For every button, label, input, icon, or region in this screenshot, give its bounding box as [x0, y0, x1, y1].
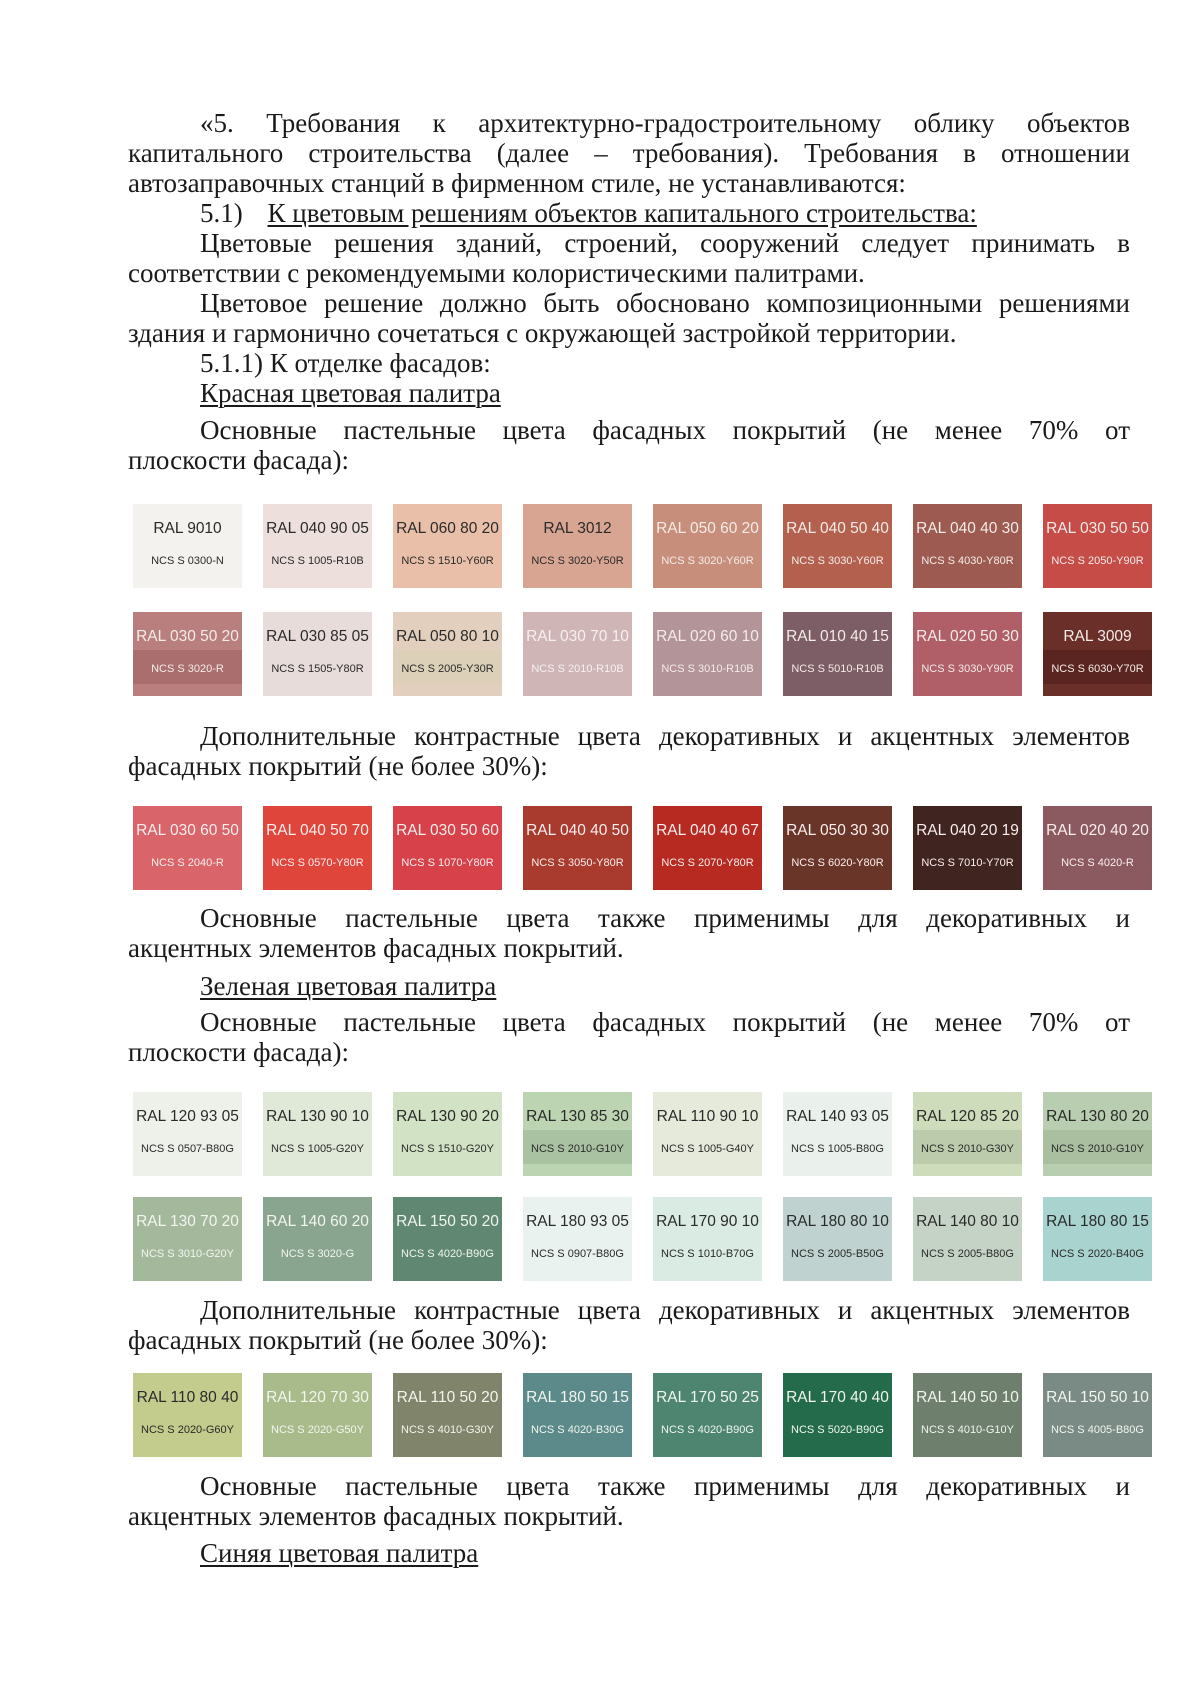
color-swatch: [1043, 504, 1152, 588]
ncs-code: NCS S 3020-Y60R: [661, 555, 754, 567]
swatch-row-green-main-1: [133, 1092, 1151, 1176]
swatch-row-green-accent: [133, 1373, 1151, 1457]
ncs-code: NCS S 1510-Y60R: [401, 555, 494, 567]
color-swatch: [913, 612, 1022, 696]
ral-code: RAL 140 50 10: [916, 1389, 1019, 1406]
ral-code: RAL 140 60 20: [266, 1213, 369, 1230]
ncs-code: NCS S 2050-Y90R: [1051, 555, 1144, 567]
color-swatch: [1043, 1197, 1152, 1281]
color-swatch: [783, 1197, 892, 1281]
color-swatch: [783, 806, 892, 890]
paragraph-line: [128, 750, 1130, 782]
paragraph-line: [128, 1470, 1130, 1502]
ral-code: RAL 030 50 50: [1046, 520, 1149, 537]
paragraph-line: [128, 1324, 1130, 1356]
ncs-code: NCS S 2005-B80G: [921, 1248, 1014, 1260]
text: плоскости фасада):: [128, 445, 349, 475]
ncs-code: NCS S 4010-G10Y: [921, 1424, 1014, 1436]
ral-code: RAL 030 85 05: [266, 628, 369, 645]
ncs-code: NCS S 3050-Y80R: [531, 857, 624, 869]
ral-code: RAL 170 40 40: [786, 1389, 889, 1406]
color-swatch: [913, 1373, 1022, 1457]
ncs-code: NCS S 3010-G20Y: [141, 1248, 234, 1260]
color-swatch: [263, 806, 372, 890]
color-swatch: [263, 1373, 372, 1457]
color-swatch: [523, 504, 632, 588]
ral-code: RAL 110 50 20: [396, 1389, 499, 1406]
paragraph-line: [128, 167, 1130, 199]
ncs-code: NCS S 1005-B80G: [791, 1143, 884, 1155]
ncs-code: NCS S 1510-G20Y: [401, 1143, 494, 1155]
ral-code: RAL 040 90 05: [266, 520, 369, 537]
ral-code: RAL 050 80 10: [396, 628, 499, 645]
ncs-code: NCS S 2010-G10Y: [1051, 1143, 1144, 1155]
color-swatch: [133, 806, 242, 890]
ral-code: RAL 130 70 20: [136, 1213, 239, 1230]
color-swatch: [913, 1197, 1022, 1281]
color-swatch: [913, 806, 1022, 890]
color-swatch: [1043, 1092, 1152, 1176]
ncs-code: NCS S 0507-B80G: [141, 1143, 234, 1155]
ral-code: RAL 180 80 10: [786, 1213, 889, 1230]
color-swatch: [263, 612, 372, 696]
ral-code: RAL 180 80 15: [1046, 1213, 1149, 1230]
text: акцентных элементов фасадных покрытий.: [128, 933, 624, 963]
text: фасадных покрытий (не более 30%):: [128, 1325, 548, 1355]
ncs-code: NCS S 6030-Y70R: [1051, 663, 1144, 675]
ncs-code: NCS S 3020-G: [280, 1248, 355, 1260]
paragraph-line: [128, 1036, 1130, 1068]
ral-code: RAL 040 40 30: [916, 520, 1019, 537]
ral-code: RAL 3009: [1063, 628, 1132, 645]
ral-code: RAL 130 85 30: [526, 1108, 629, 1125]
paragraph-line: [128, 227, 1130, 259]
ral-code: RAL 030 50 20: [136, 628, 239, 645]
ncs-code: NCS S 1070-Y80R: [401, 857, 494, 869]
swatch-row-red-main-2: [133, 612, 1151, 696]
text: Красная цветовая палитра: [200, 378, 501, 408]
ral-code: RAL 110 80 40: [136, 1389, 239, 1406]
color-swatch: [653, 1373, 762, 1457]
color-swatch: [263, 504, 372, 588]
color-swatch: [913, 504, 1022, 588]
ncs-code: NCS S 1505-Y80R: [271, 663, 364, 675]
color-swatch: [393, 1197, 502, 1281]
paragraph-line: [128, 107, 1130, 139]
color-swatch: [783, 1373, 892, 1457]
ncs-code: NCS S 2040-R: [151, 857, 224, 869]
ral-code: RAL 130 80 20: [1046, 1108, 1149, 1125]
text: плоскости фасада):: [128, 1037, 349, 1067]
ral-code: RAL 030 50 60: [396, 822, 499, 839]
ncs-code: NCS S 1010-B70G: [661, 1248, 754, 1260]
ncs-code: NCS S 4020-B30G: [531, 1424, 624, 1436]
ral-code: RAL 020 40 20: [1046, 822, 1149, 839]
paragraph-line: [128, 1006, 1130, 1038]
text: капитального строительства (далее – требования). Требования в отношении: [128, 138, 1130, 168]
text: Основные пастельные цвета фасадных покрытий (не менее 70% от: [200, 415, 1130, 445]
ral-code: RAL 170 50 25: [656, 1389, 759, 1406]
ral-code: RAL 030 70 10: [526, 628, 629, 645]
ral-code: RAL 120 85 20: [916, 1108, 1019, 1125]
ral-code: RAL 3012: [543, 520, 612, 537]
color-swatch: [913, 1092, 1022, 1176]
text: Синяя цветовая палитра: [200, 1538, 479, 1568]
ncs-code: NCS S 4020-R: [1061, 857, 1134, 869]
palette-title-green: [200, 970, 1130, 1002]
ral-code: RAL 040 50 40: [786, 520, 889, 537]
ral-code: RAL 130 90 10: [266, 1108, 369, 1125]
subsection-heading: [200, 347, 1130, 379]
ral-code: RAL 020 50 30: [916, 628, 1019, 645]
text: Цветовые решения зданий, строений, сооружений следует принимать в: [200, 228, 1130, 258]
paragraph-line: [128, 720, 1130, 752]
color-swatch: [133, 1197, 242, 1281]
ncs-code: NCS S 5020-B90G: [791, 1424, 884, 1436]
ral-code: RAL 020 60 10: [656, 628, 759, 645]
ncs-code: NCS S 3020-Y50R: [531, 555, 624, 567]
text: Дополнительные контрастные цвета декоративных и акцентных элементов: [200, 721, 1130, 751]
ral-code: RAL 030 60 50: [136, 822, 239, 839]
text: автозаправочных станций в фирменном стиле, не устанавливаются:: [128, 168, 906, 198]
ncs-code: NCS S 0300-N: [151, 555, 224, 567]
color-swatch: [783, 612, 892, 696]
ral-code: RAL 050 60 20: [656, 520, 759, 537]
ncs-code: NCS S 4020-B90G: [661, 1424, 754, 1436]
color-swatch: [653, 1092, 762, 1176]
color-swatch: [1043, 806, 1152, 890]
ral-code: RAL 050 30 30: [786, 822, 889, 839]
ncs-code: NCS S 4010-G30Y: [401, 1424, 494, 1436]
ncs-code: NCS S 1005-R10B: [271, 555, 364, 567]
ral-code: RAL 150 50 20: [396, 1213, 499, 1230]
section-number: 5.1): [200, 198, 243, 228]
palette-title-red: [200, 377, 1130, 409]
color-swatch: [653, 612, 762, 696]
color-swatch: [393, 806, 502, 890]
color-swatch: [523, 1092, 632, 1176]
ncs-code: NCS S 2005-B50G: [791, 1248, 884, 1260]
ncs-code: NCS S 2020-G50Y: [271, 1424, 364, 1436]
paragraph-line: [128, 287, 1130, 319]
text: Основные пастельные цвета фасадных покрытий (не менее 70% от: [200, 1007, 1130, 1037]
text: Основные пастельные цвета также применимы для декоративных и: [200, 903, 1130, 933]
ncs-code: NCS S 3020-R: [151, 663, 224, 675]
ncs-code: NCS S 0907-B80G: [531, 1248, 624, 1260]
text: акцентных элементов фасадных покрытий.: [128, 1501, 624, 1531]
color-swatch: [653, 504, 762, 588]
paragraph-line: [128, 414, 1130, 446]
ral-code: RAL 010 40 15: [786, 628, 889, 645]
color-swatch: [263, 1092, 372, 1176]
color-swatch: [523, 806, 632, 890]
text: 5.1.1) К отделке фасадов:: [200, 348, 491, 378]
ncs-code: NCS S 4020-B90G: [401, 1248, 494, 1260]
color-swatch: [133, 1373, 242, 1457]
ral-code: RAL 140 80 10: [916, 1213, 1019, 1230]
ral-code: RAL 040 40 67: [656, 822, 759, 839]
ncs-code: NCS S 3030-Y60R: [791, 555, 884, 567]
color-swatch: [263, 1197, 372, 1281]
color-swatch: [393, 1092, 502, 1176]
ncs-code: NCS S 5010-R10B: [791, 663, 884, 675]
text: Дополнительные контрастные цвета декоративных и акцентных элементов: [200, 1295, 1130, 1325]
ncs-code: NCS S 3030-Y90R: [921, 663, 1014, 675]
ncs-code: NCS S 6020-Y80R: [791, 857, 884, 869]
paragraph-line: [128, 932, 1130, 964]
color-swatch: [1043, 612, 1152, 696]
ncs-code: NCS S 2005-Y30R: [401, 663, 494, 675]
paragraph-line: [128, 137, 1130, 169]
ncs-code: NCS S 4005-B80G: [1051, 1424, 1144, 1436]
color-swatch: [653, 806, 762, 890]
section-title: К цветовым решениям объектов капитального строительства:: [267, 198, 977, 228]
color-swatch: [523, 612, 632, 696]
text: соответствии с рекомендуемыми колористическими палитрами.: [128, 258, 865, 288]
color-swatch: [133, 1092, 242, 1176]
paragraph-line: [128, 1500, 1130, 1532]
ncs-code: NCS S 2020-G60Y: [141, 1424, 234, 1436]
text: фасадных покрытий (не более 30%):: [128, 751, 548, 781]
ral-code: RAL 140 93 05: [786, 1108, 889, 1125]
ral-code: RAL 130 90 20: [396, 1108, 499, 1125]
text: Основные пастельные цвета также применимы для декоративных и: [200, 1471, 1130, 1501]
color-swatch: [393, 1373, 502, 1457]
ncs-code: NCS S 7010-Y70R: [921, 857, 1014, 869]
color-swatch: [783, 1092, 892, 1176]
color-swatch: [653, 1197, 762, 1281]
ncs-code: NCS S 4030-Y80R: [921, 555, 1014, 567]
swatch-row-red-main-1: [133, 504, 1151, 588]
color-swatch: [393, 504, 502, 588]
ral-code: RAL 120 93 05: [136, 1108, 239, 1125]
text: здания и гармонично сочетаться с окружающей застройкой территории.: [128, 318, 957, 348]
ncs-code: NCS S 3010-R10B: [661, 663, 754, 675]
color-swatch: [1043, 1373, 1152, 1457]
palette-title-blue: [200, 1537, 1130, 1569]
ral-code: RAL 180 93 05: [526, 1213, 629, 1230]
ncs-code: NCS S 1005-G20Y: [271, 1143, 364, 1155]
ral-code: RAL 120 70 30: [266, 1389, 369, 1406]
ral-code: RAL 110 90 10: [656, 1108, 759, 1125]
color-swatch: [783, 504, 892, 588]
ral-code: RAL 9010: [153, 520, 222, 537]
ral-code: RAL 040 20 19: [916, 822, 1019, 839]
paragraph-line: [128, 444, 1130, 476]
ncs-code: NCS S 0570-Y80R: [271, 857, 364, 869]
ncs-code: NCS S 2010-G30Y: [921, 1143, 1014, 1155]
ncs-code: NCS S 2010-G10Y: [531, 1143, 624, 1155]
color-swatch: [393, 612, 502, 696]
swatch-row-red-accent: [133, 806, 1151, 890]
ral-code: RAL 150 50 10: [1046, 1389, 1149, 1406]
paragraph-line: [128, 1294, 1130, 1326]
ral-code: RAL 040 50 70: [266, 822, 369, 839]
paragraph-line: [128, 317, 1130, 349]
ral-code: RAL 170 90 10: [656, 1213, 759, 1230]
color-swatch: [523, 1373, 632, 1457]
color-swatch: [133, 504, 242, 588]
ncs-code: NCS S 2070-Y80R: [661, 857, 754, 869]
text: Зеленая цветовая палитра: [200, 971, 497, 1001]
ral-code: RAL 040 40 50: [526, 822, 629, 839]
color-swatch: [523, 1197, 632, 1281]
section-heading: [200, 197, 1130, 229]
text: «5. Требования к архитектурно-градостроительному облику объектов: [200, 108, 1130, 138]
ncs-code: NCS S 2010-R10B: [531, 663, 624, 675]
ral-code: RAL 060 80 20: [396, 520, 499, 537]
paragraph-line: [128, 902, 1130, 934]
ncs-code: NCS S 1005-G40Y: [661, 1143, 754, 1155]
ncs-code: NCS S 2020-B40G: [1051, 1248, 1144, 1260]
paragraph-line: [128, 257, 1130, 289]
swatch-row-green-main-2: [133, 1197, 1151, 1281]
ral-code: RAL 180 50 15: [526, 1389, 629, 1406]
text: Цветовое решение должно быть обосновано композиционными решениями: [200, 288, 1130, 318]
color-swatch: [133, 612, 242, 696]
